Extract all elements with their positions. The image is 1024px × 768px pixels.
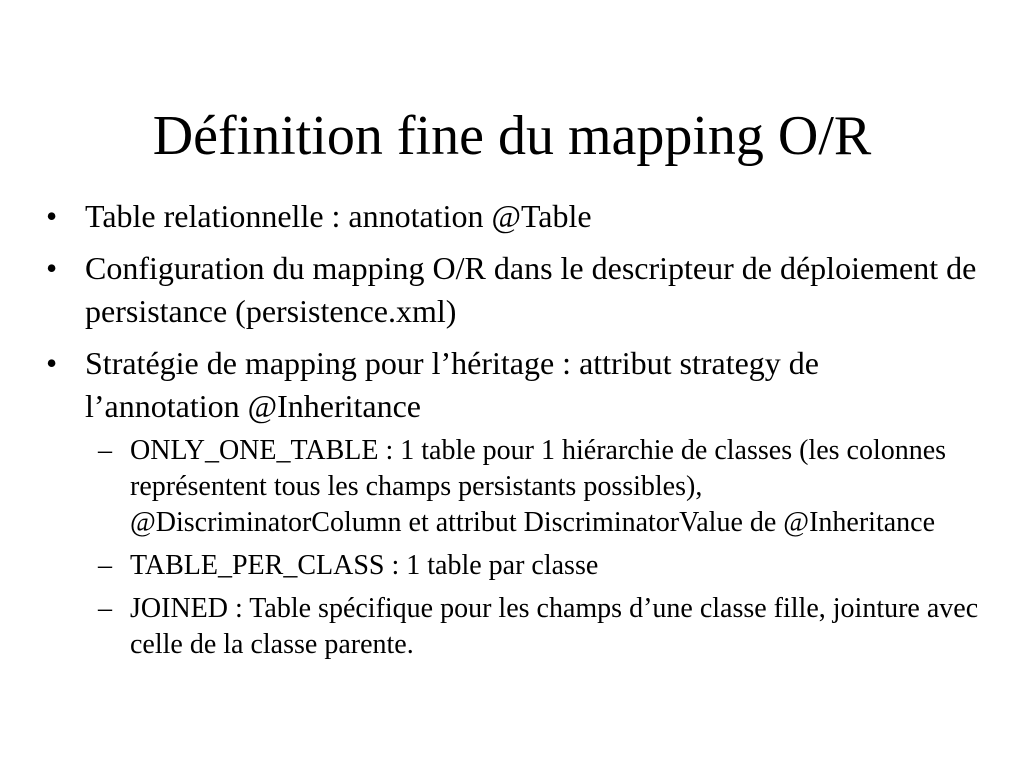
bullet-item — [40, 195, 980, 238]
bullet-text: Table relationnelle : annotation @Table — [85, 198, 592, 234]
sub-bullet-item — [85, 433, 980, 541]
slide-title: Définition fine du mapping O/R — [152, 105, 872, 167]
bullet-item — [40, 247, 980, 333]
bullet-list — [40, 195, 980, 672]
sub-bullet-list — [85, 433, 980, 663]
bullet-text: Stratégie de mapping pour l’héritage : attribut strategy de l’annotation @Inheritance — [85, 345, 819, 424]
sub-bullet-text: TABLE_PER_CLASS : 1 table par classe — [130, 550, 599, 581]
sub-bullet-item — [85, 548, 980, 584]
sub-bullet-text: JOINED : Table spécifique pour les champs d’une classe fille, jointure avec celle de la classe parente. — [130, 593, 979, 660]
sub-bullet-marker: – — [98, 550, 112, 581]
bullet-text: Configuration du mapping O/R dans le descripteur de déploiement de persistance (persistence.xml) — [85, 250, 977, 329]
sub-bullet-marker: – — [98, 435, 112, 466]
sub-bullet-text: ONLY_ONE_TABLE : 1 table pour 1 hiérarchie de classes (les colonnes représentent tous les champs persistants possibles), @DiscriminatorColumn et attribut DiscriminatorValue de @Inheritance — [130, 435, 947, 538]
bullet-marker: • — [46, 198, 58, 234]
sub-bullet-item — [85, 591, 980, 663]
bullet-marker: • — [46, 250, 58, 286]
bullet-marker: • — [46, 345, 58, 381]
bullet-item — [40, 342, 980, 663]
sub-bullet-marker: – — [98, 593, 112, 624]
